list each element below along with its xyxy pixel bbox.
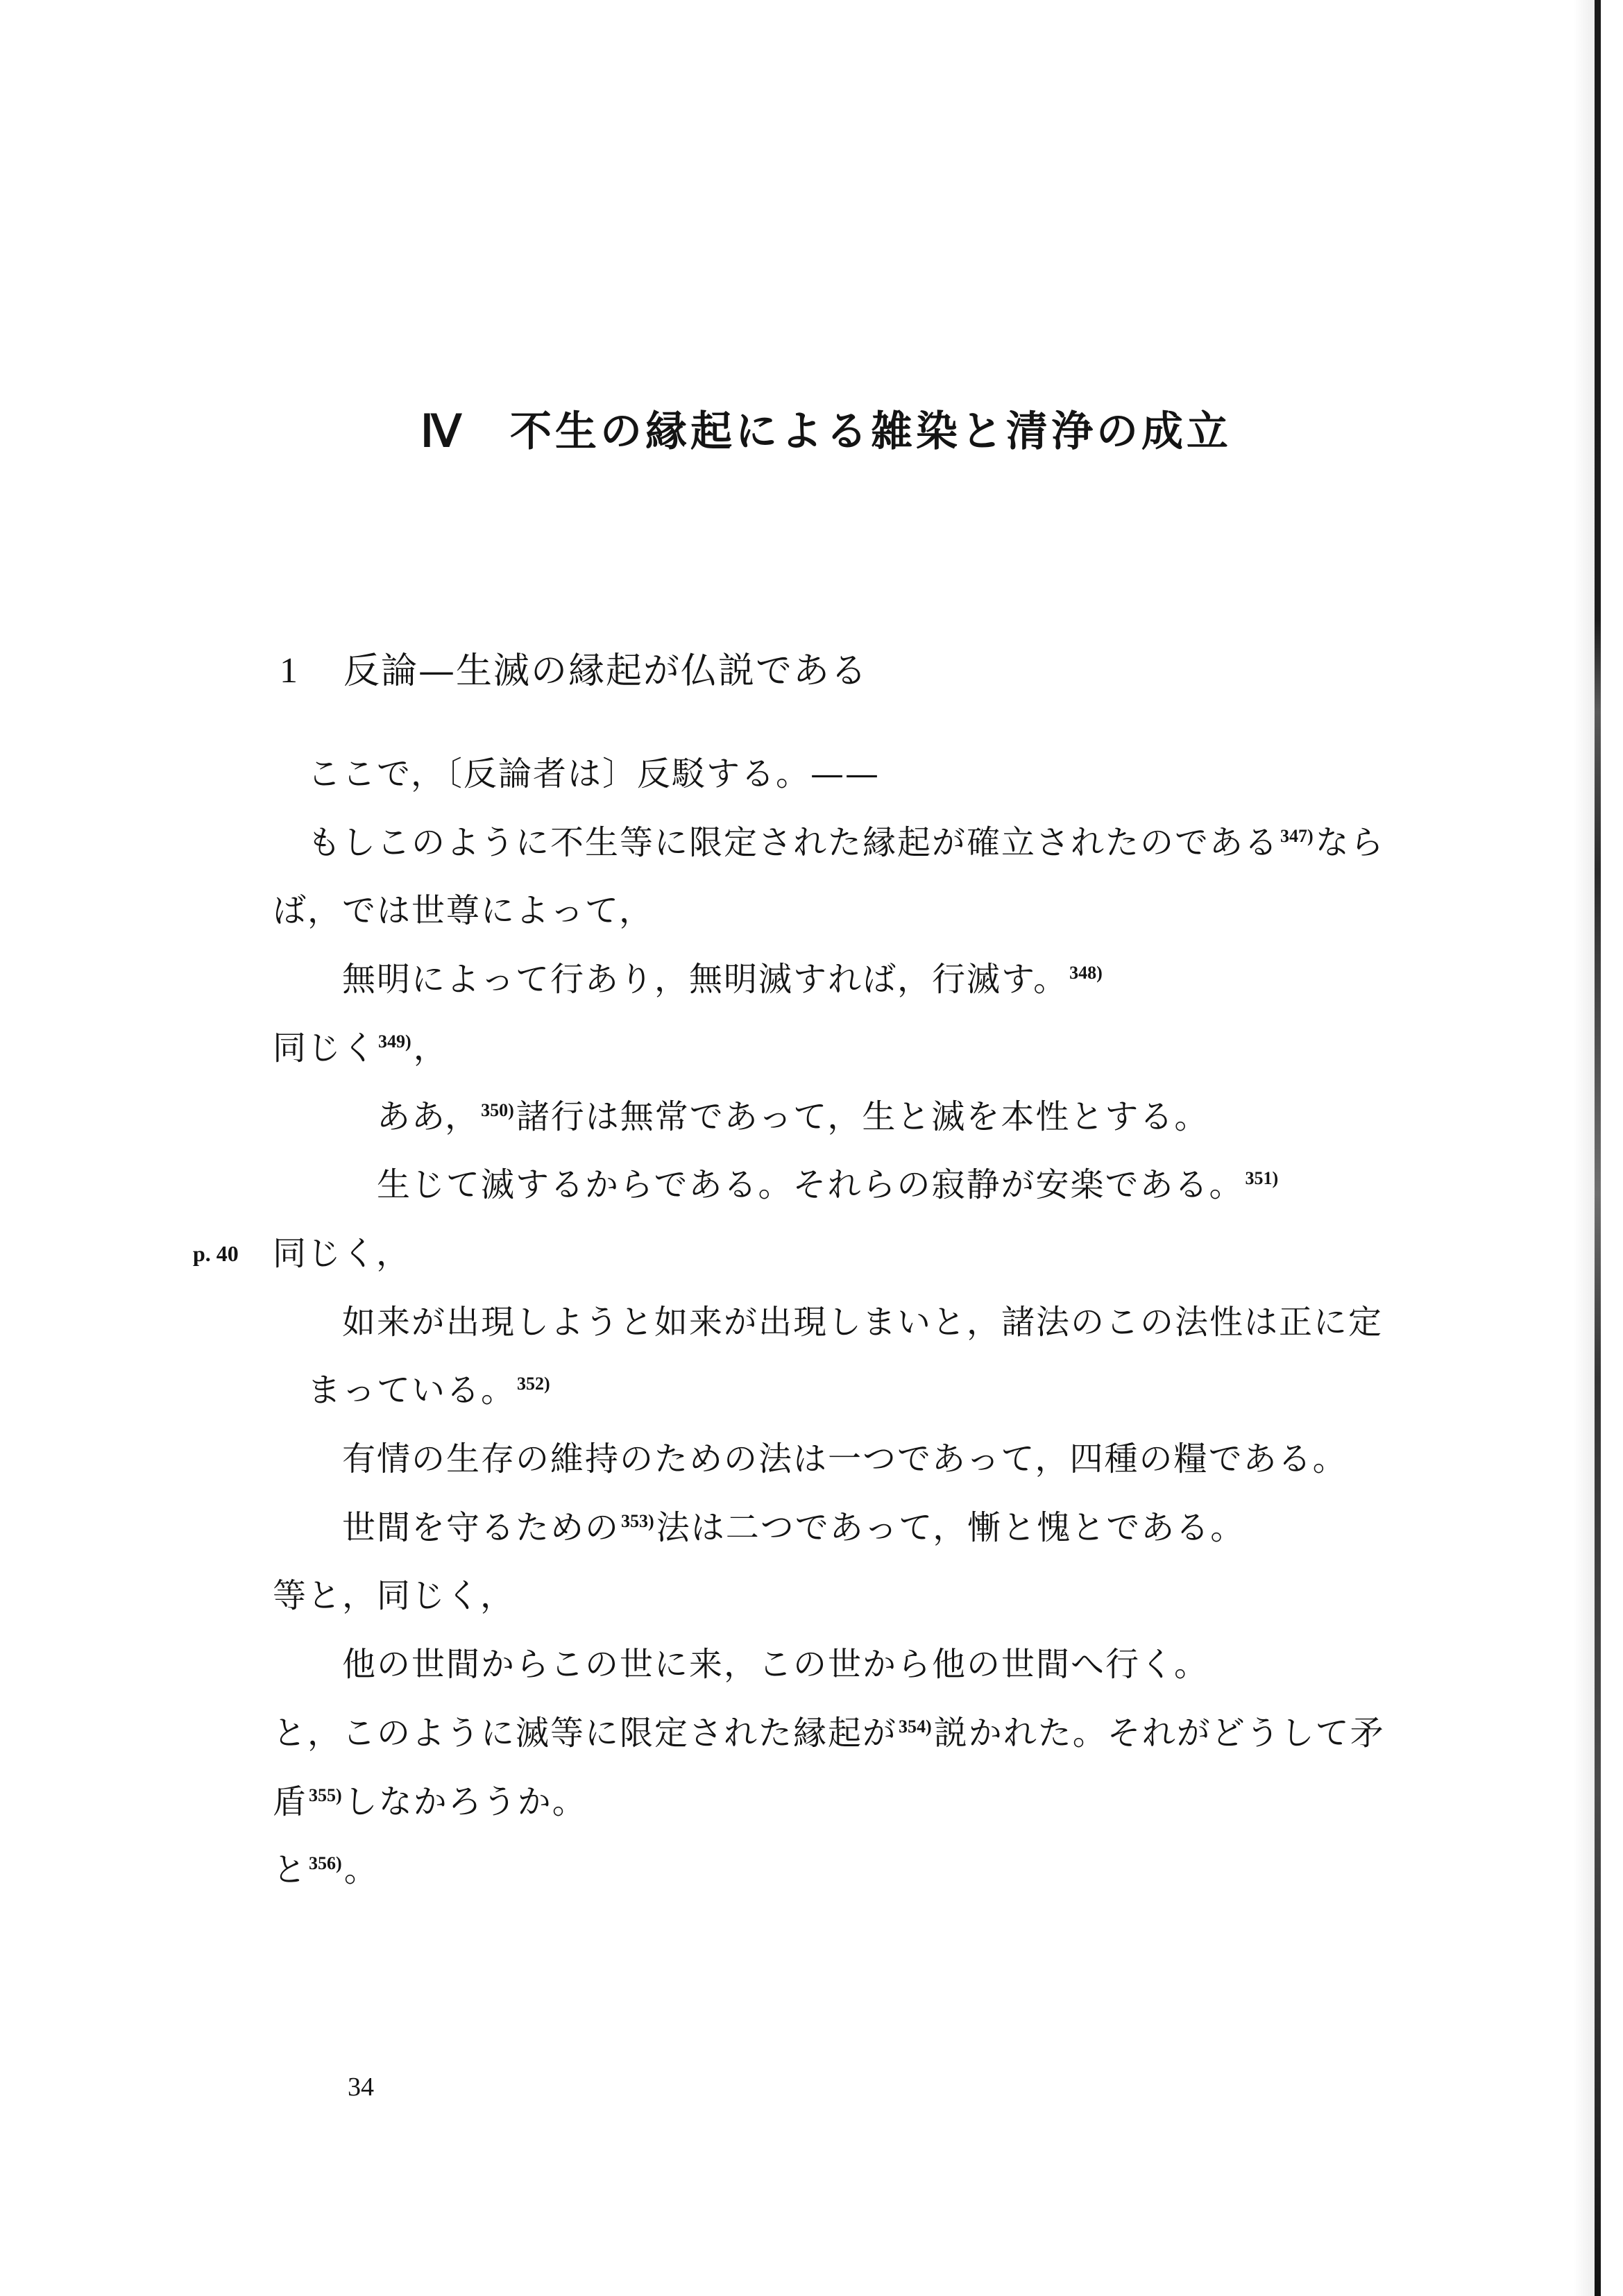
line-text: もしこのように不生等に限定された縁起が確立されたのである [307, 823, 1280, 862]
footnote-ref: 351) [1245, 1168, 1279, 1188]
line-text-continued: なら [1315, 823, 1385, 862]
line-text: 如来が出現しようと如来が出現しまいと，諸法のこの法性は正に定 [342, 1303, 1384, 1342]
line-text: ここで，〔反論者は〕反駁する。—— [307, 754, 881, 793]
line-text: 無明によって行あり，無明滅すれば，行滅す。 [342, 960, 1069, 999]
chapter-numeral: Ⅳ [420, 407, 462, 456]
line-text-continued: 。 [343, 1850, 379, 1889]
line-text: 生じて滅するからである。それらの寂静が安楽である。 [377, 1165, 1244, 1204]
line-text: ああ， [377, 1097, 480, 1136]
line-text: 等と，同じく， [273, 1576, 516, 1615]
quotation-line [342, 1644, 1209, 1685]
paragraph-line [273, 890, 654, 931]
quotation-line [342, 959, 1105, 1000]
line-text: 同じく， [273, 1234, 411, 1273]
paragraph-line [273, 1781, 587, 1823]
chapter-title: 不生の縁起による雑染と清浄の成立 [510, 407, 1232, 456]
section-number: 1 [280, 651, 298, 691]
line-text: と，このように滅等に限定された縁起が [273, 1714, 898, 1753]
footnote-ref: 352) [517, 1374, 550, 1394]
footnote-ref: 356) [309, 1853, 342, 1873]
line-text: ば，では世尊によって， [273, 891, 654, 930]
quotation-line [342, 1301, 1383, 1343]
line-text: 盾 [273, 1782, 308, 1821]
page-number: 34 [348, 2073, 374, 2102]
footnote-ref: 353) [621, 1511, 654, 1531]
section-title: 反論—生滅の縁起が仏説である [343, 650, 869, 692]
line-text: 世間を守るための [342, 1508, 620, 1547]
line-text: と [273, 1850, 308, 1889]
quotation-line [377, 1096, 1209, 1138]
quotation-line [342, 1507, 1245, 1548]
line-text-continued: しなかろうか。 [343, 1782, 587, 1821]
original-page-marker: p. 40 [193, 1241, 239, 1266]
line-text: まっている。 [307, 1371, 516, 1410]
line-text-continued: 法は二つであって，慚と愧とである。 [656, 1508, 1246, 1547]
quotation-line [307, 1369, 552, 1411]
paragraph-line [273, 1849, 379, 1891]
paragraph-line [307, 753, 880, 795]
line-text: 他の世間からこの世に来，この世から他の世間へ行く。 [342, 1645, 1209, 1684]
footnote-ref: 348) [1069, 963, 1103, 983]
paragraph-line [273, 1233, 411, 1274]
paragraph-line [273, 1575, 515, 1617]
scan-edge-shadow [1574, 0, 1595, 2296]
line-text-continued: ， [413, 1029, 448, 1067]
paragraph-line [273, 1712, 1385, 1754]
quotation-line [377, 1164, 1280, 1206]
footnote-ref: 350) [481, 1100, 514, 1120]
line-text: 有情の生存の維持のための法は一つであって，四種の糧である。 [342, 1440, 1348, 1478]
footnote-ref: 355) [309, 1785, 342, 1805]
footnote-ref: 354) [899, 1716, 932, 1737]
line-text: 同じく [273, 1029, 377, 1067]
footnote-ref: 349) [378, 1031, 411, 1052]
quotation-line [342, 1438, 1348, 1480]
footnote-ref: 347) [1280, 826, 1314, 846]
paragraph-line [273, 1027, 448, 1069]
scan-edge-border [1595, 0, 1601, 2296]
paragraph-line [307, 822, 1385, 863]
line-text-continued: 諸行は無常であって，生と滅を本性とする。 [516, 1097, 1209, 1136]
line-text-continued: 説かれた。それがどうして矛 [933, 1714, 1385, 1753]
